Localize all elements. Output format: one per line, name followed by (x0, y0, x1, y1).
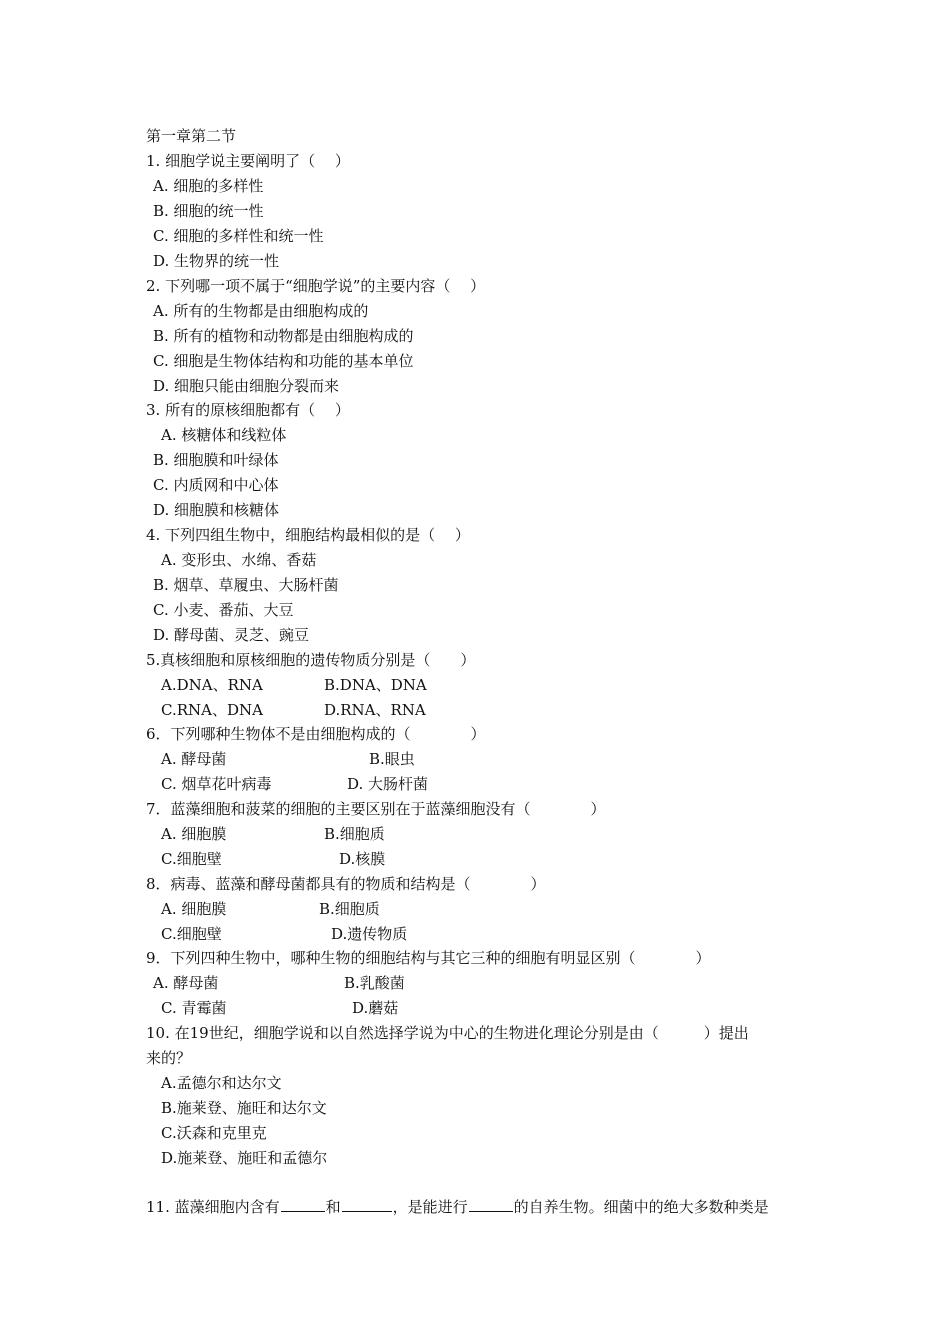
question-7-option-d: D.核膜 (339, 850, 386, 868)
question-8-option-b: B.细胞质 (319, 900, 380, 918)
question-3-option-a: A. 核糖体和线粒体 (161, 426, 287, 444)
question-10-option-b: B.施莱登、施旺和达尔文 (161, 1099, 327, 1117)
question-8-option-d: D.遗传物质 (331, 925, 408, 943)
question-1-option-a: A. 细胞的多样性 (153, 177, 264, 195)
question-10-option-c: C.沃森和克里克 (161, 1124, 267, 1142)
question-7-stem: 7．蓝藻细胞和菠菜的细胞的主要区别在于蓝藻细胞没有（ ） (146, 800, 606, 818)
question-2-option-a: A. 所有的生物都是由细胞构成的 (153, 302, 369, 320)
question-8-stem: 8．病毒、蓝藻和酵母菌都具有的物质和结构是（ ） (146, 875, 546, 893)
question-9-option-a: A. 酵母菌 (153, 974, 219, 992)
question-2-option-c: C. 细胞是生物体结构和功能的基本单位 (153, 352, 414, 370)
question-7-option-b: B.细胞质 (324, 825, 385, 843)
question-9-option-c: C. 青霉菌 (161, 999, 227, 1017)
question-6-option-d: D. 大肠杆菌 (347, 775, 429, 793)
question-11-part4: 的自养生物。细菌中的绝大多数种类是 (513, 1198, 769, 1216)
question-10-option-d: D.施莱登、施旺和孟德尔 (161, 1149, 328, 1167)
question-7-option-a: A. 细胞膜 (161, 825, 227, 843)
question-9-option-b: B.乳酸菌 (344, 974, 405, 992)
question-5-option-a: A.DNA、RNA (161, 676, 263, 694)
answer-blank-1[interactable] (281, 1195, 325, 1212)
question-2-stem: 2. 下列哪一项不属于“细胞学说”的主要内容（ ） (146, 277, 486, 295)
question-6-option-a: A. 酵母菌 (161, 750, 227, 768)
question-3-option-c: C. 内质网和中心体 (153, 476, 279, 494)
question-4-option-c: C. 小麦、番茄、大豆 (153, 601, 294, 619)
question-11-fill-in (146, 1195, 769, 1220)
question-10-stem-line1: 10. 在19世纪，细胞学说和以自然选择学说为中心的生物进化理论分别是由（ ）提出 (146, 1024, 749, 1042)
question-6-option-c: C. 烟草花叶病毒 (161, 775, 272, 793)
question-7-option-c: C.细胞壁 (161, 850, 222, 868)
question-11-part1: 11. 蓝藻细胞内含有 (146, 1198, 280, 1216)
answer-blank-2[interactable] (342, 1195, 392, 1212)
question-11-part2: 和 (325, 1198, 341, 1216)
question-8-option-a: A. 细胞膜 (161, 900, 227, 918)
question-6-stem: 6．下列哪种生物体不是由细胞构成的（ ） (146, 725, 486, 743)
question-8-option-c: C.细胞壁 (161, 925, 222, 943)
question-1-option-b: B. 细胞的统一性 (153, 202, 264, 220)
question-1-option-c: C. 细胞的多样性和统一性 (153, 227, 324, 245)
question-2-option-b: B. 所有的植物和动物都是由细胞构成的 (153, 327, 414, 345)
question-5-option-d: D.RNA、RNA (324, 701, 426, 719)
answer-blank-3[interactable] (469, 1195, 513, 1212)
question-4-option-d: D. 酵母菌、灵芝、豌豆 (153, 626, 310, 644)
question-4-option-b: B. 烟草、草履虫、大肠杆菌 (153, 576, 339, 594)
question-10-option-a: A.孟德尔和达尔文 (161, 1074, 282, 1092)
question-3-option-d: D. 细胞膜和核糖体 (153, 501, 280, 519)
question-3-stem: 3. 所有的原核细胞都有（ ） (146, 401, 350, 419)
question-5-option-b: B.DNA、DNA (324, 676, 427, 694)
question-1-option-d: D. 生物界的统一性 (153, 252, 280, 270)
question-5-stem: 5.真核细胞和原核细胞的遗传物质分别是（ ） (146, 651, 476, 669)
section-title: 第一章第二节 (146, 127, 237, 145)
question-5-option-c: C.RNA、DNA (161, 701, 263, 719)
question-3-option-b: B. 细胞膜和叶绿体 (153, 451, 279, 469)
question-10-stem-line2: 来的？ (146, 1049, 192, 1067)
question-2-option-d: D. 细胞只能由细胞分裂而来 (153, 377, 340, 395)
question-1-stem: 1. 细胞学说主要阐明了（ ） (146, 152, 350, 170)
question-4-option-a: A. 变形虫、水绵、香菇 (161, 551, 317, 569)
question-9-option-d: D.蘑菇 (352, 999, 399, 1017)
question-11-part3: ，是能进行 (392, 1198, 468, 1216)
question-6-option-b: B.眼虫 (369, 750, 415, 768)
question-9-stem: 9．下列四种生物中，哪种生物的细胞结构与其它三种的细胞有明显区别（ ） (146, 949, 711, 967)
question-4-stem: 4. 下列四组生物中，细胞结构最相似的是（ ） (146, 526, 470, 544)
